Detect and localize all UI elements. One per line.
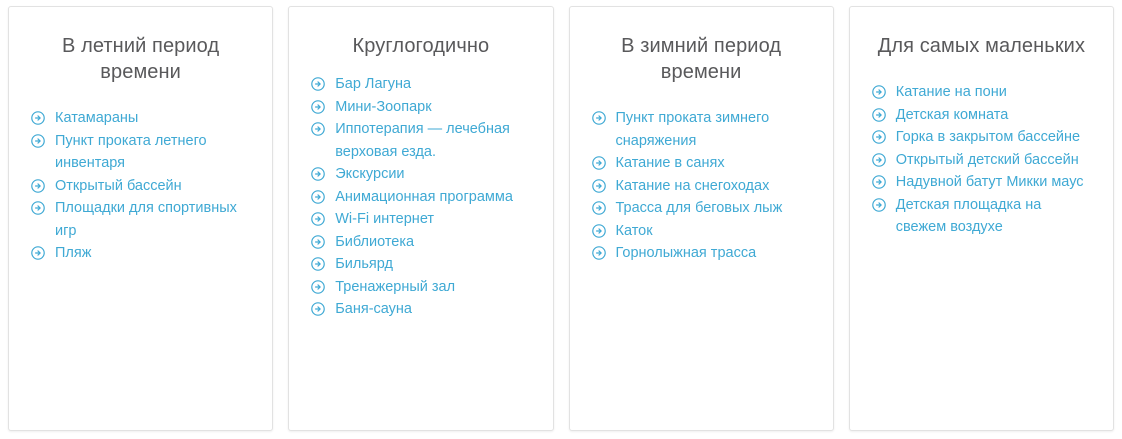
card-year-round: [288, 6, 553, 431]
arrow-circle-right-icon: [311, 212, 325, 226]
list-item-label: Wi-Fi интернет: [335, 211, 435, 227]
list-item-label: Библиотека: [335, 233, 415, 250]
list-item[interactable]: [592, 197, 815, 220]
list-item[interactable]: [592, 242, 815, 265]
list-item-label: Катамараны: [55, 110, 139, 126]
card-title-year-round: Круглогодично: [352, 35, 490, 57]
list-item-label: Пункт проката летнего инвентаря: [55, 132, 207, 171]
list-item-label: Баня-сауна: [335, 301, 412, 317]
arrow-circle-right-icon: [311, 190, 325, 204]
list-item-label: Открытый детский бассейн: [895, 151, 1079, 168]
arrow-circle-right-icon: [311, 122, 325, 136]
arrow-circle-right-icon: [872, 153, 886, 167]
arrow-circle-right-icon: [592, 224, 606, 238]
list-item[interactable]: [311, 118, 534, 163]
list-item[interactable]: [31, 107, 254, 130]
list-item[interactable]: [311, 231, 534, 254]
arrow-circle-right-icon: [592, 201, 606, 215]
arrow-circle-right-icon: [872, 198, 886, 212]
list-item[interactable]: [872, 126, 1095, 149]
list-item[interactable]: [311, 208, 534, 231]
list-item[interactable]: [31, 242, 254, 265]
list-item[interactable]: [311, 253, 534, 276]
list-item[interactable]: [872, 171, 1095, 194]
list-item-label: Пляж: [55, 245, 92, 261]
arrow-circle-right-icon: [31, 246, 45, 260]
arrow-circle-right-icon: [311, 280, 325, 294]
list-item[interactable]: [31, 175, 254, 198]
list-item-label: Мини-Зоопарк: [335, 98, 432, 115]
list-item[interactable]: [592, 220, 815, 243]
arrow-circle-right-icon: [311, 100, 325, 114]
card-title-summer: В летний период времени: [62, 35, 220, 83]
list-item[interactable]: [592, 152, 815, 175]
list-item[interactable]: [311, 73, 534, 96]
arrow-circle-right-icon: [592, 156, 606, 170]
arrow-circle-right-icon: [592, 179, 606, 193]
list-item[interactable]: [872, 104, 1095, 127]
list-item-label: Детская площадка на свежем воздухе: [895, 196, 1042, 235]
list-item[interactable]: [311, 186, 534, 209]
list-item-label: Катание на снегоходах: [615, 177, 770, 194]
card-title-kids: Для самых маленьких: [877, 35, 1086, 57]
feature-list-winter: [588, 107, 815, 265]
arrow-circle-right-icon: [311, 77, 325, 91]
list-item-label: Экскурсии: [335, 166, 405, 182]
arrow-circle-right-icon: [311, 257, 325, 271]
feature-list-kids: [868, 81, 1095, 239]
card-kids: [849, 6, 1114, 431]
arrow-circle-right-icon: [592, 111, 606, 125]
list-item[interactable]: [311, 298, 534, 321]
list-item[interactable]: [592, 107, 815, 152]
list-item-label: Открытый бассейн: [55, 177, 182, 194]
list-item[interactable]: [592, 175, 815, 198]
list-item[interactable]: [311, 96, 534, 119]
arrow-circle-right-icon: [311, 167, 325, 181]
arrow-circle-right-icon: [592, 246, 606, 260]
card-winter: [569, 6, 834, 431]
list-item[interactable]: [31, 197, 254, 242]
arrow-circle-right-icon: [311, 235, 325, 249]
list-item-label: Пункт проката зимнего снаряжения: [615, 110, 770, 149]
list-item-label: Катание на пони: [895, 84, 1007, 100]
arrow-circle-right-icon: [872, 85, 886, 99]
list-item[interactable]: [311, 276, 534, 299]
list-item-label: Площадки для спортивных игр: [55, 200, 237, 239]
list-item-label: Иппотерапия — лечебная верховая езда.: [335, 121, 510, 160]
list-item-label: Горка в закрытом бассейне: [895, 129, 1081, 145]
list-item-label: Трасса для беговых лыж: [615, 200, 783, 216]
arrow-circle-right-icon: [31, 179, 45, 193]
arrow-circle-right-icon: [872, 175, 886, 189]
list-item-label: Надувной батут Микки маус: [895, 174, 1084, 190]
feature-list-year-round: [307, 73, 534, 321]
card-summer: [8, 6, 273, 431]
arrow-circle-right-icon: [31, 111, 45, 125]
arrow-circle-right-icon: [872, 130, 886, 144]
list-item-label: Анимационная программа: [335, 188, 513, 205]
list-item[interactable]: [31, 130, 254, 175]
list-item-label: Горнолыжная трасса: [615, 245, 757, 261]
list-item[interactable]: [872, 81, 1095, 104]
list-item-label: Бильярд: [335, 256, 393, 272]
card-title-winter: В зимний период времени: [621, 35, 782, 83]
list-item-label: Бар Лагуна: [335, 76, 412, 92]
list-item[interactable]: [872, 149, 1095, 172]
list-item-label: Катание в санях: [615, 155, 725, 171]
arrow-circle-right-icon: [872, 108, 886, 122]
arrow-circle-right-icon: [31, 201, 45, 215]
list-item-label: Тренажерный зал: [335, 278, 456, 295]
list-item-label: Детская комната: [895, 106, 1009, 123]
feature-list-summer: [27, 107, 254, 265]
list-item-label: Каток: [615, 222, 653, 239]
arrow-circle-right-icon: [31, 134, 45, 148]
arrow-circle-right-icon: [311, 302, 325, 316]
list-item[interactable]: [311, 163, 534, 186]
list-item[interactable]: [872, 194, 1095, 239]
